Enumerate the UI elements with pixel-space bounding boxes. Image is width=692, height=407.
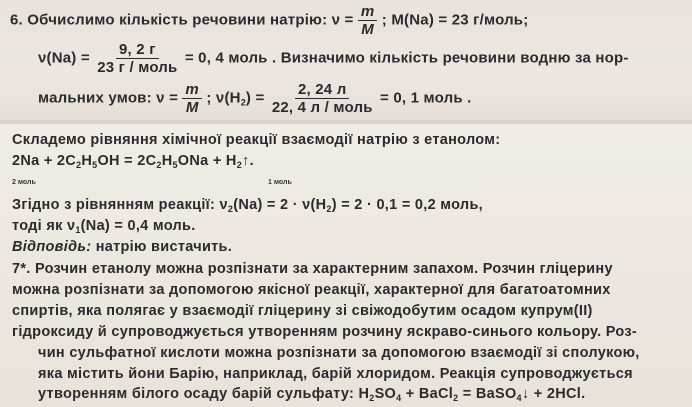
problem-number-6: 6.: [10, 11, 23, 29]
fraction-volume-over-molar-volume: $\frac{2, 24 л}{\text{22, 4 л / моль}}$: [271, 81, 373, 116]
problem-7-line-6: яка містить йони Барію, наприклад, барій хлоридом. Реакція супроводжується: [38, 366, 633, 382]
mole-label-right: 1 моль: [268, 179, 292, 186]
line-2: [38, 42, 629, 75]
line-1-text: Обчислимо кількість речовини натрію: ν =: [27, 11, 354, 29]
answer-text: натрію вистачить.: [91, 239, 233, 255]
line-3: мальних умов: ν = $\frac{m}{M}$ ; $\nu(H_2)$ = $\frac{2, 24 л}{\text{22, 4 л / моль}}$ = 0, 1 моль .: [38, 81, 472, 116]
problem-7-line-5: чин сульфатної кислоти можна розпізнати за допомогою взаємодії зі сполукою,: [38, 345, 640, 361]
line-2-tail: = 0, 4 моль . Визначимо кількість речовини водню за нор-: [184, 49, 629, 67]
nu-h2-label: ; ν(H: [206, 89, 241, 107]
problem-7-line-2: можна розпізнати за допомогою якісної реакції, характерної для багатоатомних: [12, 282, 611, 298]
nu-na-label: ν(Na) =: [38, 49, 90, 67]
fraction-m-over-M-2: $\frac{m}{M}$: [182, 82, 202, 115]
problem-7-line-3: спиртів, яка полягає у взаємодії гліцерину зі свіжодобутим осадом купрум(ІІ): [12, 303, 593, 319]
fraction-m-over-M: $\frac{m}{M}$: [358, 4, 378, 37]
chemical-equation: $2Na + 2C_2H_5OH = 2C_2H_5ONa$ + $H_2↑$.: [12, 153, 254, 170]
problem-7-line-1: 7*. Розчин етанолу можна розпізнати за характерним запахом. Розчин гліцерину: [12, 261, 613, 277]
answer-line: [12, 239, 232, 255]
problem-7-line-7: утворенням білого осаду барій сульфату: $H_2SO_4$ + BaCl$_2$ = BaSO$_4$↓ + 2HCl.: [38, 386, 586, 403]
problem-7-line-4: гідроксиду й супроводжується утворенням розчину яскраво-синього кольору. Роз-: [12, 324, 638, 340]
paragraph-equation-intro: Складемо рівняння хімічної реакції взаємодії натрію з етанолом:: [12, 132, 501, 148]
mole-label-left: 2 моль: [12, 179, 36, 186]
paragraph-whereas: тоді як $\nu_1(Na) = 0,4$ моль.: [12, 218, 196, 235]
line-3-text: мальних умов: ν =: [38, 89, 179, 107]
line-3-tail: = 0, 1 моль .: [380, 89, 472, 107]
line-1-tail: ; M(Na) = 23 г/моль;: [381, 11, 529, 29]
answer-label: Відповідь:: [12, 239, 92, 255]
line-1: [10, 4, 528, 37]
paragraph-according-equation: Згідно з рівнянням реакції: $\nu_2(Na) = 2 \cdot \nu(H_2) = 2 \cdot 0,1 = 0,2$ моль,: [12, 197, 483, 214]
fraction-mass-over-molar: $\frac{9, 2 г}{\text{23 г / моль}}$: [97, 41, 178, 76]
